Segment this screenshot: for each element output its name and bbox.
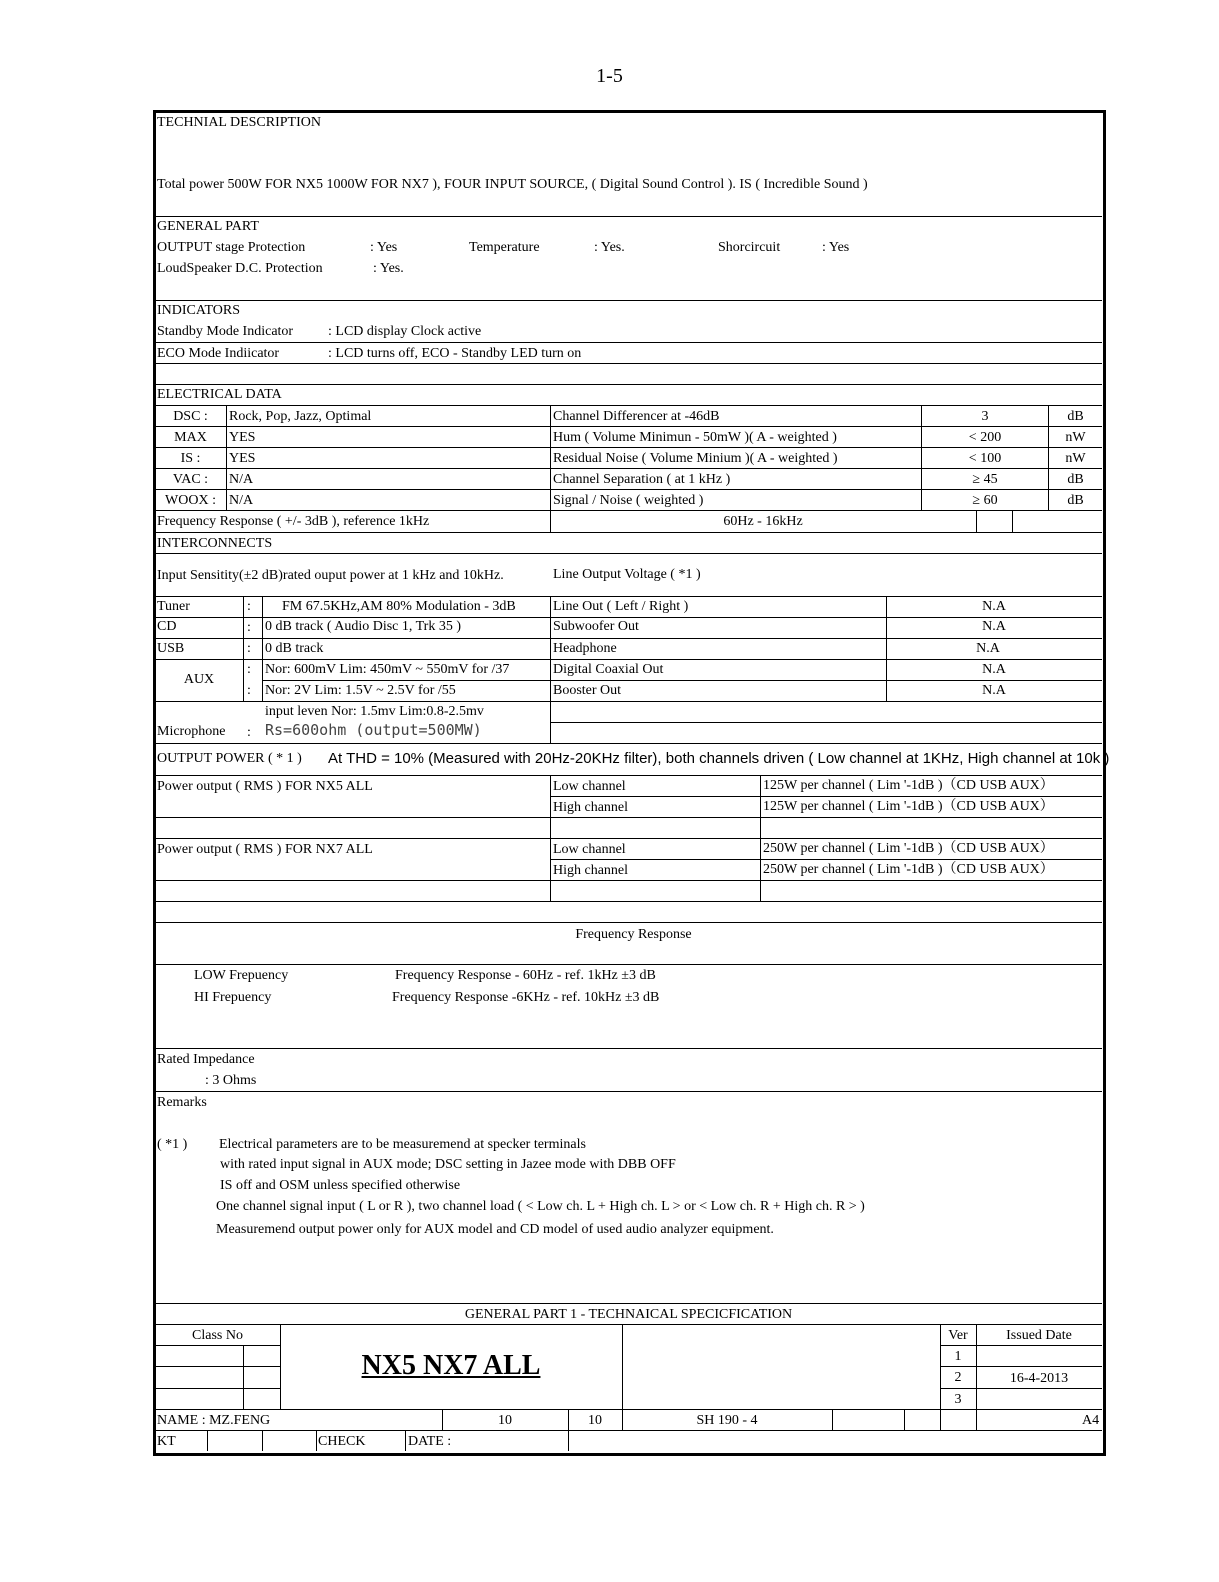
class-no-label: Class No (192, 1328, 243, 1343)
headphone-value: N.A (976, 641, 1000, 656)
output-protection-label: OUTPUT stage Protection (157, 240, 306, 255)
signal-noise-value: ≥ 60 (972, 493, 998, 508)
max-label: MAX (174, 430, 207, 445)
rated-impedance-value: : 3 Ohms (205, 1073, 257, 1088)
nx7-high-channel: High channel (553, 863, 629, 878)
technical-summary: Total power 500W FOR NX5 1000W FOR NX7 ), FOUR INPUT SOURCE, ( Digital Sound Control ). IS ( Incredible Sound ) (157, 177, 868, 192)
woox-value: N/A (229, 493, 254, 508)
hi-frequency-label: HI Frepuency (194, 990, 272, 1005)
standby-indicator-label: Standby Mode Indicator (157, 324, 294, 339)
remarks-marker: ( *1 ) (157, 1137, 188, 1152)
ver-3: 3 (954, 1392, 962, 1407)
remarks-line-1: Electrical parameters are to be measuremend at specker terminals (219, 1137, 586, 1152)
ver-label: Ver (948, 1328, 968, 1343)
nx5-power-label: Power output ( RMS ) FOR NX5 ALL (157, 779, 373, 794)
interconnects-title: INTERCONNECTS (157, 536, 273, 551)
line-out-label: Line Out ( Left / Right ) (553, 599, 689, 614)
output-power-note: At THD = 10% (Measured with 20Hz-20KHz filter), both channels driven ( Low channel at 1KHz, High channel at 10k ) (328, 750, 1110, 767)
dsc-label: DSC : (173, 409, 208, 424)
usb-label: USB (157, 641, 185, 656)
cd-colon: : (247, 620, 251, 635)
channel-separation-unit: dB (1067, 472, 1084, 487)
technical-title: TECHNIAL DESCRIPTION (157, 115, 321, 130)
eco-indicator-label: ECO Mode Indiicator (157, 346, 280, 361)
frequency-response-label: Frequency Response ( +/- 3dB ), reference 1kHz (157, 514, 430, 529)
tuner-colon: : (247, 599, 251, 614)
aux-value-2: Nor: 2V Lim: 1.5V ~ 2.5V for /55 (265, 683, 456, 698)
low-frequency-label: LOW Frepuency (194, 968, 289, 983)
remarks-line-5: Measuremend output power only for AUX model and CD model of used audio analyzer equipment. (216, 1222, 774, 1237)
hum-unit: nW (1065, 430, 1086, 445)
output-power-title: OUTPUT POWER ( * 1 ) (157, 751, 302, 766)
subwoofer-out-label: Subwoofer Out (553, 619, 639, 634)
channel-difference-value: 3 (981, 409, 989, 424)
max-value: YES (229, 430, 256, 445)
remarks-line-4: One channel signal input ( L or R ), two channel load ( < Low ch. L + High ch. L > or < Low ch. R + High ch. R > ) (216, 1199, 865, 1214)
model-name: NX5 NX7 ALL (361, 1350, 541, 1381)
nx5-high-channel: High channel (553, 800, 629, 815)
general-title: GENERAL PART (157, 219, 259, 234)
line-output-header: Line Output Voltage ( *1 ) (553, 567, 701, 582)
temperature-label: Temperature (469, 240, 540, 255)
aux-colon-2: : (247, 683, 251, 698)
rated-impedance-title: Rated Impedance (157, 1052, 255, 1067)
dc-protection-label: LoudSpeaker D.C. Protection (157, 261, 323, 276)
ver-2: 2 (954, 1370, 962, 1385)
nx5-high-value: 125W per channel ( Lim '-1dB )（CD USB AUX） (763, 799, 1054, 814)
remarks-line-2: with rated input signal in AUX mode; DSC setting in Jazee mode with DBB OFF (220, 1157, 676, 1172)
subwoofer-out-value: N.A (982, 619, 1006, 634)
low-frequency-value: Frequency Response - 60Hz - ref. 1kHz ±3 dB (395, 968, 656, 983)
residual-noise-param: Residual Noise ( Volume Minium )( A - weighted ) (553, 451, 838, 466)
hi-frequency-value: Frequency Response -6KHz - ref. 10kHz ±3 dB (392, 990, 660, 1005)
hum-param: Hum ( Volume Minimun - 50mW )( A - weighted ) (553, 430, 837, 445)
microphone-impedance: Rs=600ohm (output=500MW) (265, 721, 482, 739)
digital-coaxial-value: N.A (982, 662, 1006, 677)
microphone-input-level: input leven Nor: 1.5mv Lim:0.8-2.5mv (265, 704, 484, 719)
aux-colon-1: : (247, 662, 251, 677)
cd-label: CD (157, 619, 177, 634)
headphone-label: Headphone (553, 641, 617, 656)
check-label: CHECK (318, 1434, 366, 1449)
is-label: IS : (180, 451, 201, 466)
output-protection-value: : Yes (370, 240, 398, 255)
usb-value: 0 dB track (265, 641, 324, 656)
frequency-response-title: Frequency Response (575, 927, 692, 942)
paper-size: A4 (1082, 1413, 1100, 1428)
signal-noise-unit: dB (1067, 493, 1084, 508)
kt-label: KT (157, 1434, 176, 1449)
date-label: DATE : (408, 1434, 452, 1449)
temperature-value: : Yes. (594, 240, 625, 255)
channel-difference-unit: dB (1067, 409, 1084, 424)
residual-noise-value: < 100 (968, 451, 1002, 466)
aux-label: AUX (183, 672, 215, 687)
channel-separation-value: ≥ 45 (972, 472, 998, 487)
tuner-label: Tuner (157, 599, 190, 614)
aux-value-1: Nor: 600mV Lim: 450mV ~ 550mV for /37 (265, 662, 510, 677)
tuner-value: FM 67.5KHz,AM 80% Modulation - 3dB (282, 599, 516, 614)
microphone-colon: : (247, 725, 251, 740)
issued-date-value: 16-4-2013 (1009, 1371, 1069, 1386)
residual-noise-unit: nW (1065, 451, 1086, 466)
dc-protection-value: : Yes. (373, 261, 404, 276)
dsc-value: Rock, Pop, Jazz, Optimal (229, 409, 372, 424)
standby-indicator-value: : LCD display Clock active (328, 324, 482, 339)
electrical-title: ELECTRICAL DATA (157, 387, 282, 402)
input-sensitivity-header: Input Sensitity(±2 dB)rated ouput power at 1 kHz and 10kHz. (157, 568, 504, 583)
shortcircuit-value: : Yes (822, 240, 850, 255)
footer-title: GENERAL PART 1 - TECHNAICAL SPECICFICATION (464, 1307, 793, 1322)
nx5-low-value: 125W per channel ( Lim '-1dB )（CD USB AUX） (763, 778, 1054, 793)
channel-separation-param: Channel Separation ( at 1 kHz ) (553, 472, 731, 487)
line-out-value: N.A (982, 599, 1006, 614)
digital-coaxial-label: Digital Coaxial Out (553, 662, 664, 677)
signal-noise-param: Signal / Noise ( weighted ) (553, 493, 704, 508)
vac-label: VAC : (172, 472, 209, 487)
microphone-label: Microphone (157, 724, 226, 739)
nx5-low-channel: Low channel (553, 779, 626, 794)
footer-number-1: 10 (498, 1413, 512, 1428)
issued-date-label: Issued Date (1006, 1328, 1072, 1343)
sheet-number: SH 190 - 4 (696, 1413, 758, 1428)
nx7-high-value: 250W per channel ( Lim '-1dB )（CD USB AUX） (763, 862, 1054, 877)
usb-colon: : (247, 641, 251, 656)
page-number: 1-5 (596, 65, 623, 87)
cd-value: 0 dB track ( Audio Disc 1, Trk 35 ) (265, 619, 461, 634)
channel-difference-param: Channel Differencer at -46dB (553, 409, 720, 424)
shortcircuit-label: Shorcircuit (718, 240, 781, 255)
is-value: YES (229, 451, 256, 466)
nx7-low-channel: Low channel (553, 842, 626, 857)
indicators-title: INDICATORS (157, 303, 240, 318)
frequency-response-value: 60Hz - 16kHz (723, 514, 803, 529)
footer-number-2: 10 (588, 1413, 602, 1428)
hum-value: < 200 (968, 430, 1002, 445)
woox-label: WOOX : (165, 493, 216, 508)
vac-value: N/A (229, 472, 254, 487)
eco-indicator-value: : LCD turns off, ECO - Standby LED turn on (328, 346, 582, 361)
nx7-power-label: Power output ( RMS ) FOR NX7 ALL (157, 842, 373, 857)
remarks-line-3: IS off and OSM unless specified otherwise (220, 1178, 461, 1193)
remarks-title: Remarks (157, 1095, 207, 1110)
booster-out-value: N.A (982, 683, 1006, 698)
nx7-low-value: 250W per channel ( Lim '-1dB )（CD USB AUX） (763, 841, 1054, 856)
booster-out-label: Booster Out (553, 683, 622, 698)
author-name: NAME : MZ.FENG (157, 1413, 271, 1428)
ver-1: 1 (954, 1349, 962, 1364)
